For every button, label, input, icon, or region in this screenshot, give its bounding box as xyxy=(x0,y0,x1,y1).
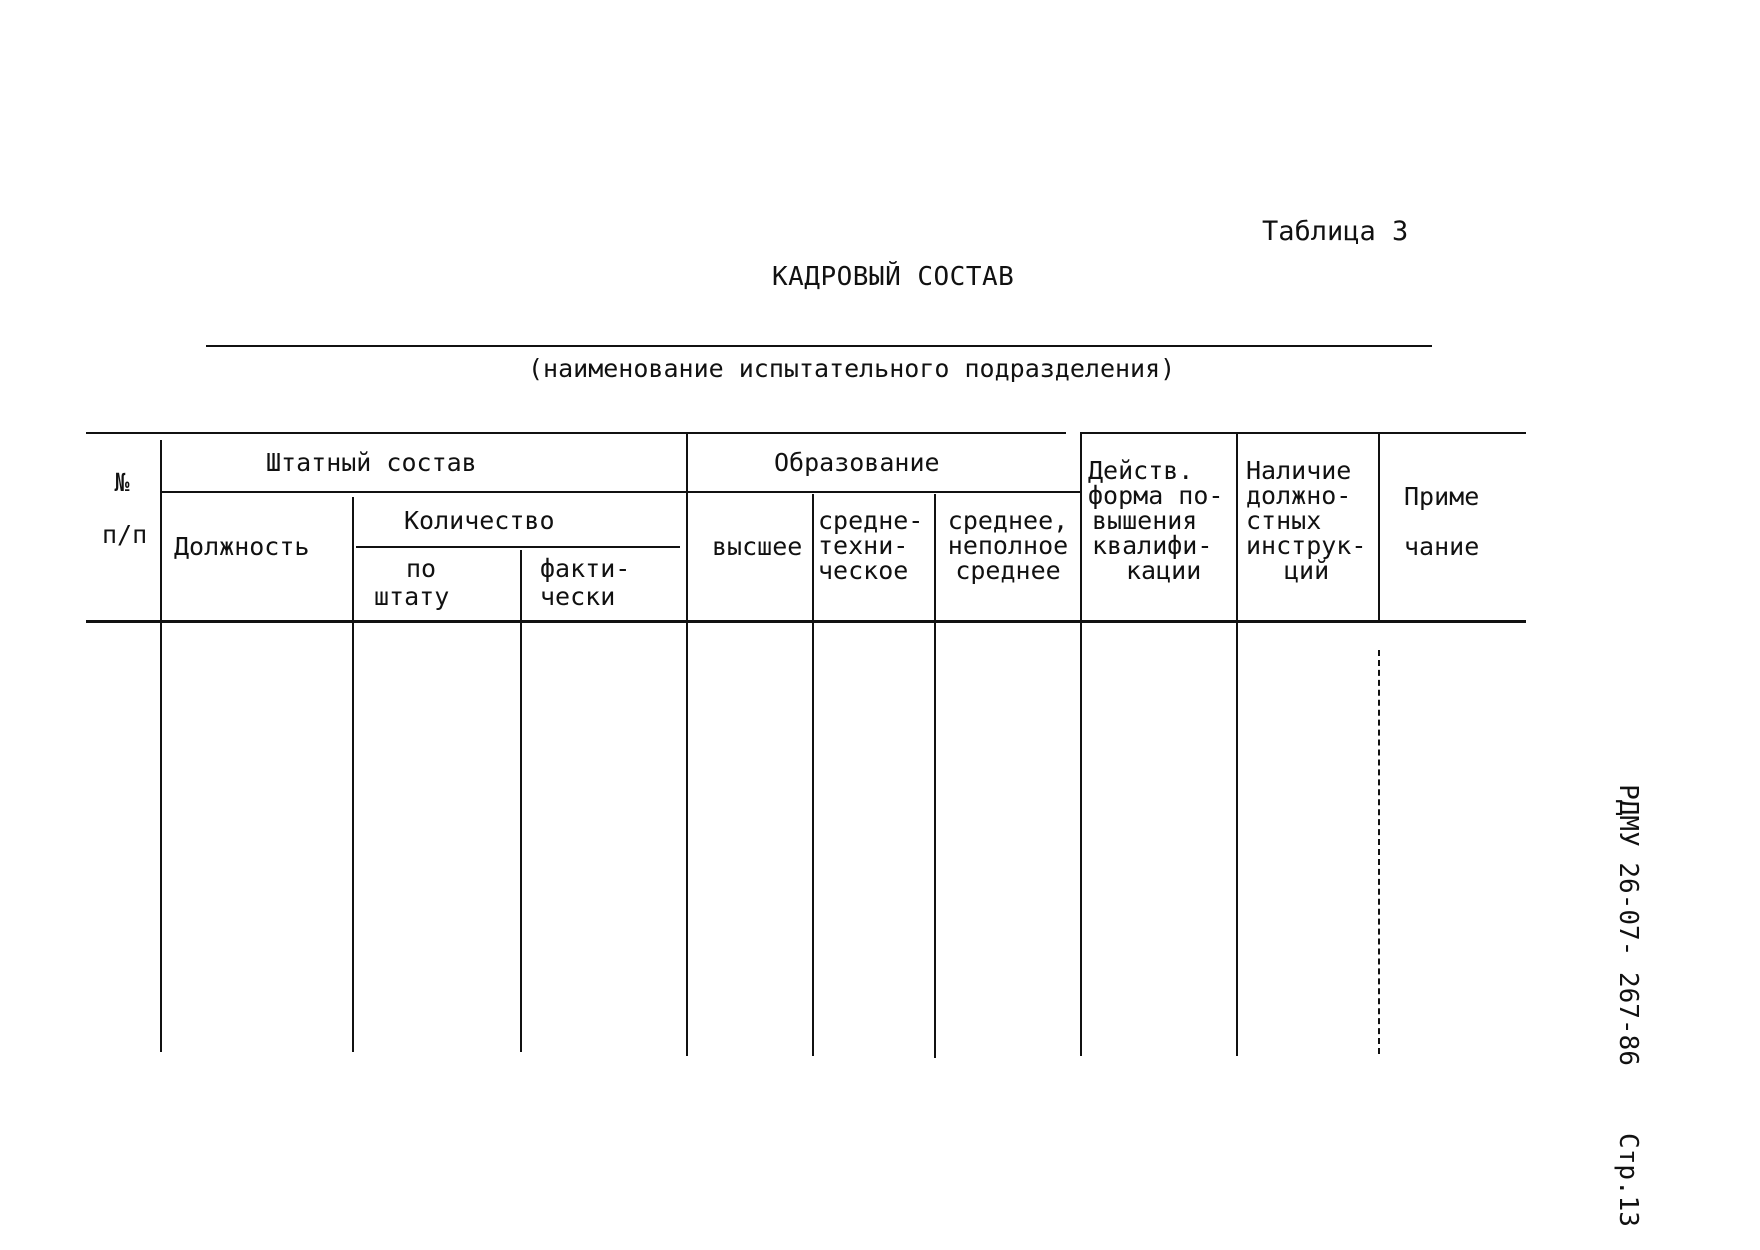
header-secondary-tech-line3: ческое xyxy=(818,556,909,585)
header-by-staff-line1: по xyxy=(406,554,437,583)
header-num-pp: п/п xyxy=(102,520,148,549)
header-actual-line1: факти- xyxy=(540,554,631,583)
header-num-symbol: № xyxy=(114,468,130,497)
table-number-label: Таблица 3 xyxy=(1262,216,1409,247)
header-bottom-border xyxy=(86,620,1526,623)
header-staff-composition: Штатный состав xyxy=(266,448,477,477)
header-quantity: Количество xyxy=(404,506,555,535)
header-qualification-line4: квалифи- xyxy=(1092,531,1213,560)
header-education: Образование xyxy=(774,448,940,477)
col-divider-higher xyxy=(812,494,814,1056)
header-subdivider-staff-education xyxy=(160,491,1082,493)
header-qualification-line1: Действ. xyxy=(1088,456,1194,485)
col-divider-instructions-body xyxy=(1378,650,1380,1054)
header-note-line2: чание xyxy=(1404,532,1480,561)
col-divider-position xyxy=(352,497,354,1052)
header-secondary-line2: неполное xyxy=(947,531,1069,560)
col-divider-secondary xyxy=(1080,434,1082,1056)
header-by-staff-line2: штату xyxy=(374,582,450,611)
header-instructions-line2: должно- xyxy=(1246,481,1352,510)
header-secondary-tech-line2: техни- xyxy=(818,531,909,560)
header-actual-line2: чески xyxy=(540,582,616,611)
header-qualification-line5: кации xyxy=(1126,556,1202,585)
header-qualification-line2: форма по- xyxy=(1088,481,1224,510)
table-top-border-left xyxy=(86,432,1066,434)
header-higher: высшее xyxy=(712,532,803,561)
department-name-caption: (наименование испытательного подразделения) xyxy=(528,354,1176,383)
col-divider-by-staff xyxy=(520,550,522,1052)
header-secondary-line3: среднее xyxy=(955,556,1061,585)
department-name-line xyxy=(206,345,1432,347)
col-divider-actual xyxy=(686,434,688,1056)
header-instructions-line4: инструк- xyxy=(1246,531,1367,560)
header-instructions-line1: Наличие xyxy=(1246,456,1352,485)
page-number: Стр.13 xyxy=(1613,1133,1643,1227)
header-position: Должность xyxy=(174,532,310,561)
header-subdivider-quantity xyxy=(356,546,680,548)
header-secondary-tech-line1: средне- xyxy=(818,506,924,535)
document-title: КАДРОВЫЙ СОСТАВ xyxy=(772,262,1015,292)
header-note-line1: Приме xyxy=(1404,482,1480,511)
header-qualification-line3: вышения xyxy=(1092,506,1198,535)
col-divider-secondary-tech xyxy=(934,494,936,1058)
document-code: РДМУ 26-07- 267-86 xyxy=(1613,784,1643,1066)
header-instructions-line3: стных xyxy=(1246,506,1322,535)
table-top-border-right xyxy=(1080,432,1526,434)
col-divider-instructions-top xyxy=(1378,434,1380,620)
col-divider-qualification xyxy=(1236,434,1238,1056)
col-divider-num xyxy=(160,440,162,1052)
header-instructions-line5: ций xyxy=(1284,556,1330,585)
header-secondary-line1: среднее, xyxy=(947,506,1069,535)
